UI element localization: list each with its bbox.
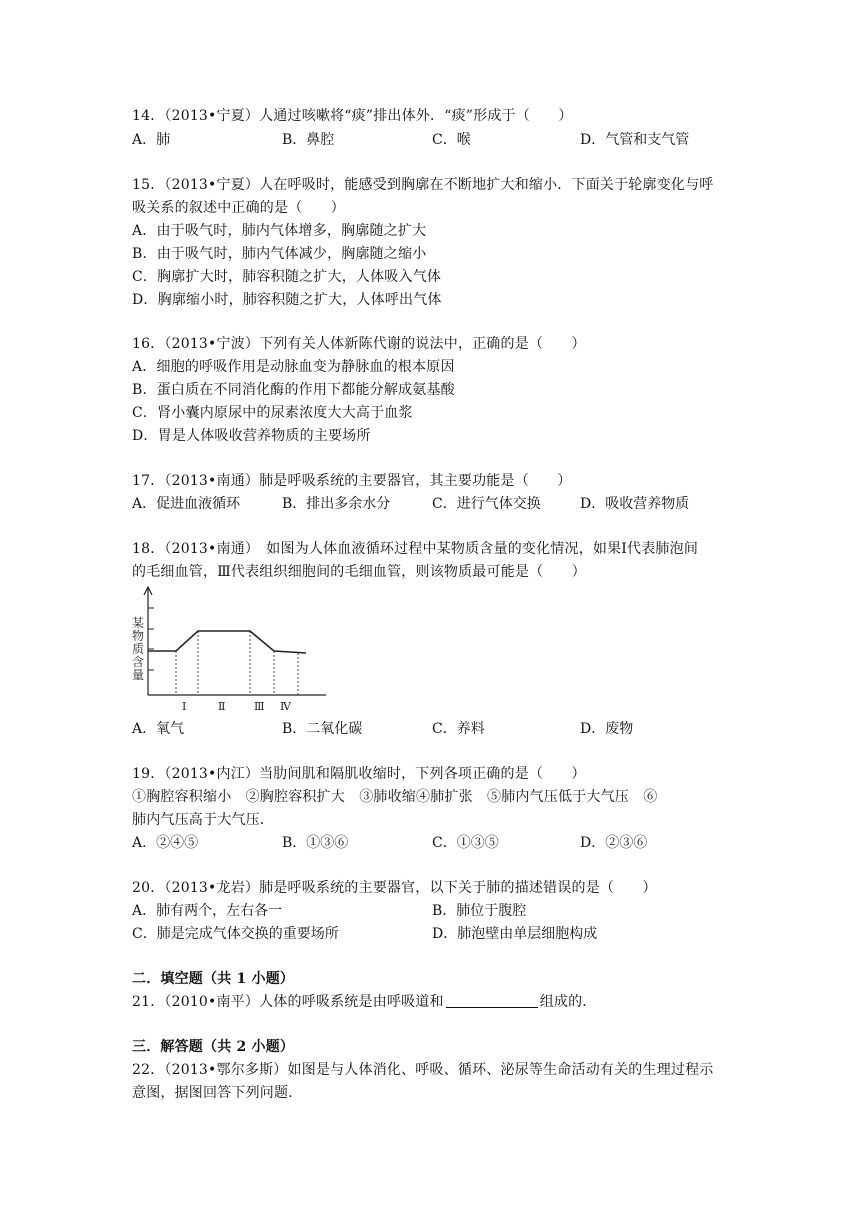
section-fill-in-heading: 二．填空题（共 1 小题） xyxy=(132,971,295,987)
q21-text-after: 组成的． xyxy=(539,994,597,1010)
q20-option-c: C．肺是完成气体交换的重要场所 xyxy=(132,926,339,942)
q15-stem-line2: 吸关系的叙述中正确的是（ ） xyxy=(132,200,345,216)
x-tick-label-4: Ⅳ xyxy=(280,700,291,713)
q14-option-d: D．气管和支气管 xyxy=(580,132,690,148)
q14-option-a: A．肺 xyxy=(132,132,171,148)
q15-option-a: A．由于吸气时，肺内气体增多，胸廓随之扩大 xyxy=(132,223,427,239)
q17-stem: 17．（2013•南通）肺是呼吸系统的主要器官，其主要功能是（ ） xyxy=(132,473,572,489)
y-axis-label: 某物质含量 xyxy=(132,616,145,682)
q18-stem-line1: 18．（2013•南通） 如图为人体血液循环过程中某物质含量的变化情况，如果Ⅰ代表肺泡间 xyxy=(132,541,699,557)
q15-stem-line1: 15．（2013•宁夏）人在呼吸时，能感受到胸廓在不断地扩大和缩小．下面关于轮廓变化与呼 xyxy=(132,177,714,193)
y-ticks xyxy=(148,608,154,670)
q16-stem: 16．（2013•宁波）下列有关人体新陈代谢的说法中，正确的是（ ） xyxy=(132,336,586,352)
q18-option-c: C．养料 xyxy=(432,721,485,737)
q20-option-a: A．肺有两个，左右各一 xyxy=(132,903,283,919)
q18-stem-line2: 的毛细血管，Ⅲ代表组织细胞间的毛细血管，则该物质最可能是（ ） xyxy=(132,564,586,580)
q19-stem-line1: 19．（2013•内江）当肋间肌和隔肌收缩时，下列各项正确的是（ ） xyxy=(132,766,586,782)
q19-option-a: A．②④⑤ xyxy=(132,835,199,851)
q21-answer-blank[interactable] xyxy=(446,993,538,1008)
segment-dividers xyxy=(176,631,298,695)
q16-option-c: C．肾小囊内原尿中的尿素浓度大大高于血浆 xyxy=(132,405,413,421)
q20-option-d: D．肺泡壁由单层细胞构成 xyxy=(432,926,598,942)
q15-option-c: C．胸廓扩大时，肺容积随之扩大，人体吸入气体 xyxy=(132,269,442,285)
substance-curve xyxy=(148,631,306,653)
q17-option-b: B．排出多余水分 xyxy=(282,496,391,512)
q14-option-c: C．喉 xyxy=(432,132,471,148)
q18-option-d: D．废物 xyxy=(580,721,634,737)
q17-option-a: A．促进血液循环 xyxy=(132,496,241,512)
q15-option-b: B．由于吸气时，肺内气体减少，胸廓随之缩小 xyxy=(132,246,427,262)
q16-option-b: B．蛋白质在不同消化酶的作用下都能分解成氨基酸 xyxy=(132,382,455,398)
x-tick-label-2: Ⅱ xyxy=(218,700,226,713)
substance-content-chart xyxy=(130,583,330,713)
q22-stem-line1: 22．（2013•鄂尔多斯）如图是与人体消化、呼吸、循环、泌尿等生命活动有关的生理过程示 xyxy=(132,1062,714,1078)
q19-stem-line3: 肺内气压高于大气压． xyxy=(132,812,274,828)
q21-text-before: 21．（2010•南平）人体的呼吸系统是由呼吸道和 xyxy=(132,994,444,1010)
q14-option-b: B．鼻腔 xyxy=(282,132,335,148)
q19-option-c: C．①③⑤ xyxy=(432,835,499,851)
section-answer-heading: 三．解答题（共 2 小题） xyxy=(132,1039,295,1055)
q22-stem-line2: 意图，据图回答下列问题． xyxy=(132,1085,303,1101)
q19-stem-line2: ①胸腔容积缩小 ②胸腔容积扩大 ③肺收缩④肺扩张 ⑤肺内气压低于大气压 ⑥ xyxy=(132,789,658,805)
q18-option-a: A．氧气 xyxy=(132,721,185,737)
q15-option-d: D．胸廓缩小时，肺容积随之扩大，人体呼出气体 xyxy=(132,292,442,308)
q19-option-d: D．②③⑥ xyxy=(580,835,648,851)
q16-option-a: A．细胞的呼吸作用是动脉血变为静脉血的根本原因 xyxy=(132,359,455,375)
q17-option-d: D．吸收营养物质 xyxy=(580,496,690,512)
q14-stem: 14．（2013•宁夏）人通过咳嗽将“痰”排出体外．“痰”形成于（ ） xyxy=(132,108,573,124)
q16-option-d: D．胃是人体吸收营养物质的主要场所 xyxy=(132,428,371,444)
q18-option-b: B．二氧化碳 xyxy=(282,721,363,737)
q17-option-c: C．进行气体交换 xyxy=(432,496,541,512)
q20-stem: 20．（2013•龙岩）肺是呼吸系统的主要器官，以下关于肺的描述错误的是（ ） xyxy=(132,880,657,896)
q21-stem xyxy=(132,992,597,1012)
x-tick-label-3: Ⅲ xyxy=(254,700,265,713)
x-tick-label-1: Ⅰ xyxy=(182,700,187,713)
q20-option-b: B．肺位于腹腔 xyxy=(432,903,527,919)
q19-option-b: B．①③⑥ xyxy=(282,835,349,851)
